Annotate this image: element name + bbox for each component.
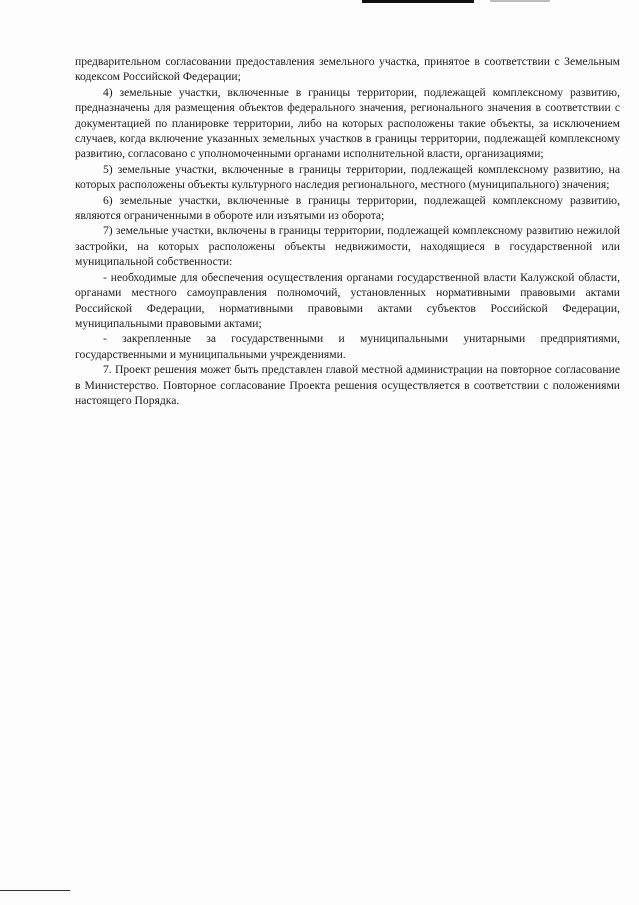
paragraph-item-7: 7) земельные участки, включены в границы территории, подлежащей комплексному развитию нежилой застройки, на которых расположены объекты недвижимости, находящиеся в государственной или муниципальной собственности: (75, 224, 620, 269)
paragraph-item-6: 6) земельные участки, включенные в границы территории, подлежащей комплексному развитию, являются ограниченными в обороте или изъятыми из оборота; (75, 193, 620, 223)
paragraph-dash-1: - необходимые для обеспечения осуществления органами государственной власти Калужской области, органами местного самоуправления полномочий, установленных нормативными правовыми актами Российской Федерации, нормативными правовыми актами субъектов Российской Федерации, муниципальными правовыми актами; (75, 270, 620, 330)
paragraph-dash-2: - закрепленные за государственными и муниципальными унитарными предприятиями, государственными и муниципальными учреждениями. (75, 332, 620, 361)
paragraph-continuation: предварительном согласовании предоставления земельного участка, принятое в соответствии с Земельным кодексом Российской Федерации; (75, 55, 620, 84)
document-body (75, 54, 620, 408)
scan-artifact-top (362, 0, 474, 3)
paragraph-item-4: 4) земельные участки, включенные в границы территории, подлежащей комплексному развитию, предназначены для размещения объектов федерального значения, регионального значения в соответствии с документацией по планировке территории, либо на которых расположены такие объекты, за исключением случаев, когда включение указанных земельных участков в границы территории, подлежащей комплексному развитию, согласовано с уполномоченными органами исполнительной власти, организациями; (75, 85, 620, 161)
scan-artifact-faint (490, 0, 550, 2)
paragraph-item-5: 5) земельные участки, включенные в границы территории, подлежащей комплексному развитию, на которых расположены объекты культурного наследия регионального, местного (муниципального) значения; (75, 162, 620, 192)
scan-artifact-bottom (0, 890, 70, 891)
paragraph-section-7: 7. Проект решения может быть представлен главой местной администрации на повторное согласование в Министерство. Повторное согласование Проекта решения осуществляется в соответствии с положениями настоящего Порядка. (75, 363, 620, 407)
